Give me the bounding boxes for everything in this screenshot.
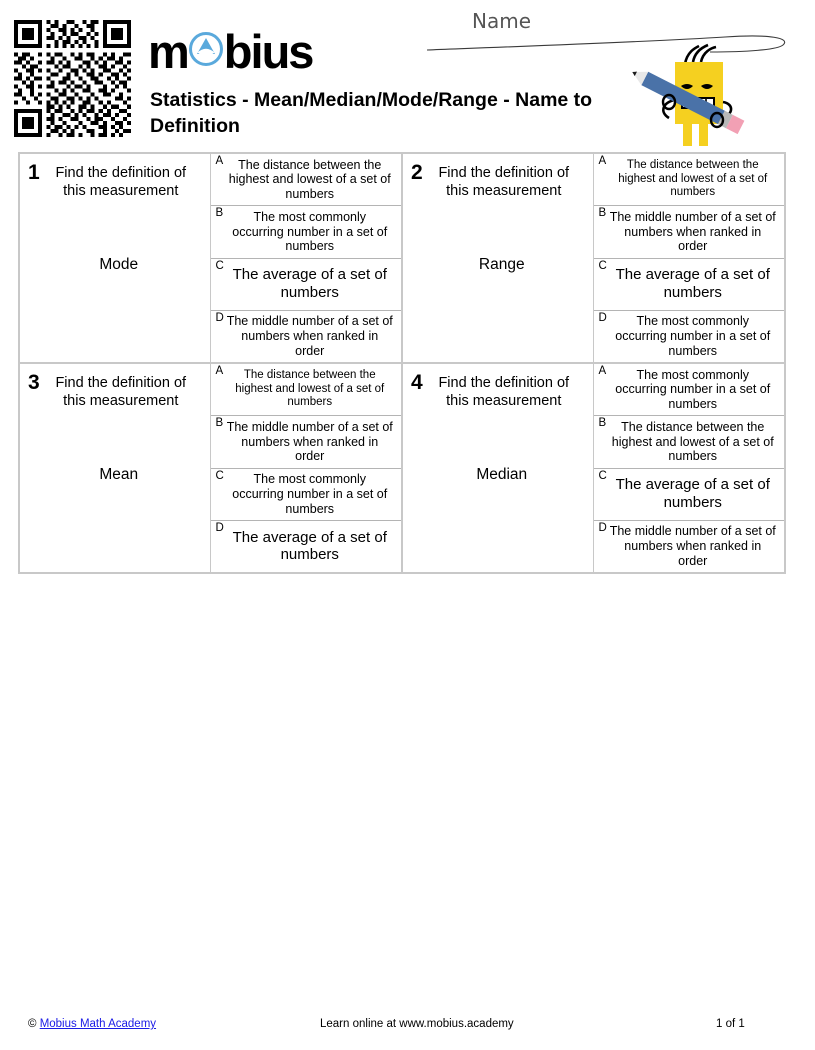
name-label: Name — [472, 9, 532, 33]
option-b[interactable] — [594, 416, 785, 468]
option-text: The middle number of a set of numbers when ranked in order — [609, 209, 776, 254]
option-b[interactable] — [211, 416, 402, 468]
question-block-2 — [403, 154, 786, 364]
option-a[interactable] — [211, 364, 402, 416]
mobius-logo — [148, 24, 313, 78]
option-c[interactable] — [594, 259, 785, 311]
page-footer — [0, 1018, 815, 1040]
footer-copyright — [28, 1018, 156, 1030]
option-c[interactable] — [594, 469, 785, 521]
question-row — [20, 154, 786, 364]
option-d[interactable] — [211, 311, 402, 362]
question-options-4 — [594, 364, 785, 572]
mobius-math-academy-link[interactable]: Mobius Math Academy — [39, 1018, 157, 1030]
question-subject: Range — [478, 256, 525, 274]
yellow-character-with-pencil-icon — [625, 42, 755, 152]
option-text: The most commonly occurring number in a set of numbers — [615, 314, 771, 358]
option-letter: D — [598, 521, 607, 534]
question-prompt-4 — [403, 364, 594, 572]
option-b[interactable] — [211, 206, 402, 258]
option-text: The average of a set of numbers — [232, 266, 387, 302]
question-number: 1 — [28, 161, 40, 184]
question-subject: Median — [476, 466, 528, 484]
question-prompt-3 — [20, 364, 211, 572]
question-block-3 — [20, 364, 403, 574]
option-letter: D — [215, 521, 224, 534]
option-text: The distance between the highest and lowest of a set of numbers — [235, 369, 385, 409]
option-text: The middle number of a set of numbers when ranked in order — [226, 314, 393, 358]
option-text: The average of a set of numbers — [615, 266, 770, 302]
option-text: The distance between the highest and lowest of a set of numbers — [228, 157, 391, 201]
mobius-swirl-icon — [189, 32, 223, 71]
option-text: The most commonly occurring number in a set of numbers — [232, 472, 388, 516]
option-text: The average of a set of numbers — [615, 476, 770, 512]
option-a[interactable] — [594, 364, 785, 416]
question-prompt-1 — [20, 154, 211, 362]
option-letter: A — [598, 365, 607, 377]
question-options-3 — [211, 364, 402, 572]
option-d[interactable] — [594, 521, 785, 572]
copyright-symbol: © — [28, 1018, 37, 1030]
option-letter: A — [598, 155, 607, 167]
option-letter: B — [215, 417, 224, 430]
footer-page-number: 1 of 1 — [716, 1018, 745, 1030]
option-d[interactable] — [594, 311, 785, 362]
question-prompt-2 — [403, 154, 594, 362]
option-letter: A — [215, 155, 224, 167]
option-c[interactable] — [211, 469, 402, 521]
question-number: 3 — [28, 371, 40, 394]
option-letter: B — [215, 207, 224, 220]
question-options-2 — [594, 154, 785, 362]
option-letter: A — [215, 365, 224, 377]
question-number: 4 — [411, 371, 423, 394]
qr-code-icon[interactable] — [14, 20, 131, 137]
option-d[interactable] — [211, 521, 402, 572]
option-text: The average of a set of numbers — [232, 528, 387, 564]
question-text: Find the definition of this measurement — [438, 165, 570, 200]
option-text: The middle number of a set of numbers when ranked in order — [226, 419, 393, 464]
question-text: Find the definition of this measurement — [55, 165, 187, 200]
question-block-1 — [20, 154, 403, 364]
question-subject: Mode — [99, 256, 139, 274]
option-letter: C — [215, 259, 224, 272]
question-text: Find the definition of this measurement — [55, 375, 187, 410]
page-header — [0, 0, 815, 152]
option-letter: C — [598, 469, 607, 482]
option-b[interactable] — [594, 206, 785, 258]
question-row — [20, 364, 786, 574]
option-letter: C — [598, 259, 607, 272]
option-text: The distance between the highest and lowest of a set of numbers — [611, 419, 774, 464]
option-letter: D — [598, 311, 607, 324]
question-number: 2 — [411, 161, 423, 184]
question-subject: Mean — [99, 466, 139, 484]
option-a[interactable] — [211, 154, 402, 206]
logo-m: m — [148, 24, 188, 78]
logo-bius: bius — [223, 24, 313, 78]
question-grid — [18, 152, 786, 574]
option-letter: B — [598, 207, 607, 220]
option-letter: C — [215, 469, 224, 482]
option-text: The distance between the highest and lowest of a set of numbers — [618, 159, 768, 199]
option-text: The middle number of a set of numbers when ranked in order — [609, 524, 776, 568]
footer-tagline: Learn online at www.mobius.academy — [320, 1018, 514, 1030]
option-text: The most commonly occurring number in a set of numbers — [615, 367, 771, 411]
option-text: The most commonly occurring number in a set of numbers — [232, 209, 388, 254]
option-letter: D — [215, 311, 224, 324]
option-letter: B — [598, 417, 607, 430]
page-title: Statistics - Mean/Median/Mode/Range - Name to Definition — [150, 89, 593, 137]
question-block-4 — [403, 364, 786, 574]
option-a[interactable] — [594, 154, 785, 206]
question-text: Find the definition of this measurement — [438, 375, 570, 410]
question-options-1 — [211, 154, 402, 362]
option-c[interactable] — [211, 259, 402, 311]
